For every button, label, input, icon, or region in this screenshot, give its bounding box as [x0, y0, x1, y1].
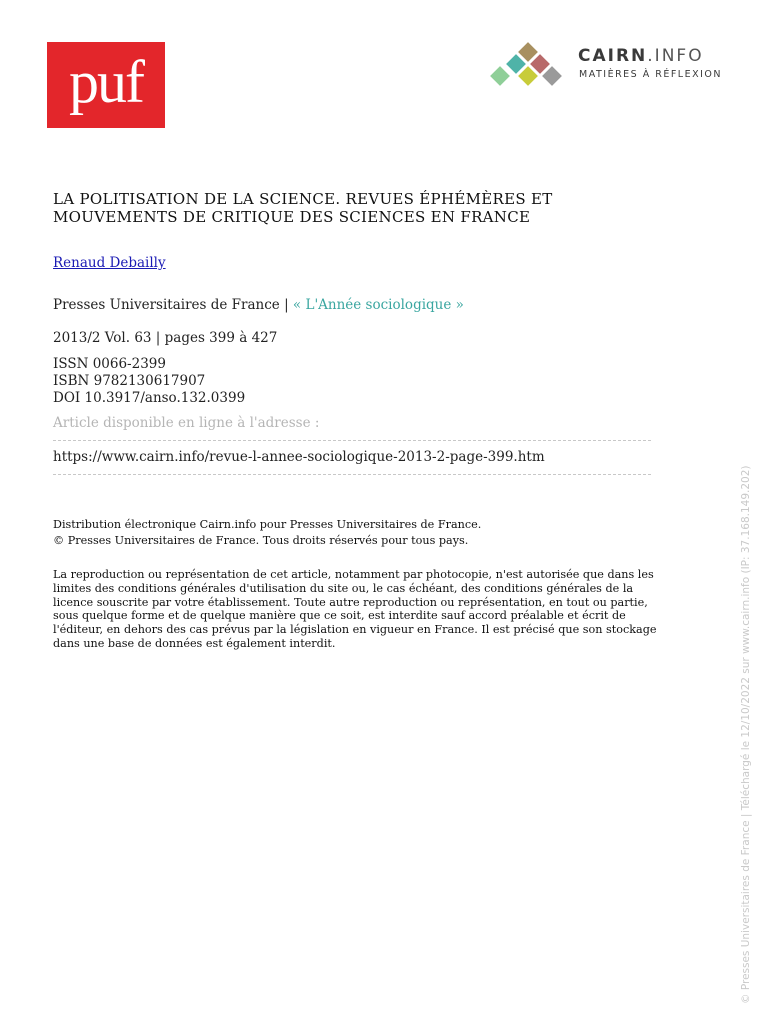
diamond-top [518, 42, 538, 62]
copyright-line: © Presses Universitaires de France. Tous droits réservés pour tous pays. [53, 534, 469, 547]
publisher-name: Presses Universitaires de France | [53, 297, 293, 313]
diamond-teal [506, 54, 526, 74]
journal-link[interactable]: « L'Année sociologique » [292, 297, 464, 313]
availability-label: Article disponible en ligne à l'adresse : [53, 415, 320, 431]
diamond-yellow [518, 66, 538, 86]
cairn-logo [488, 40, 728, 92]
puf-logo [47, 42, 165, 128]
doi: DOI 10.3917/anso.132.0399 [53, 390, 246, 406]
divider-bottom [53, 474, 651, 475]
cairn-diamonds-icon [488, 40, 568, 92]
article-title [53, 190, 653, 226]
legal-line: La reproduction ou représentation de cet article, notamment par photocopie, n'est autorisée que dans les [53, 568, 654, 581]
legal-line: licence souscrite par votre établissement. Toute autre reproduction ou représentation, en tout ou partie, [53, 595, 648, 609]
article-url[interactable]: https://www.cairn.info/revue-l-annee-sociologique-2013-2-page-399.htm [53, 449, 545, 465]
cairn-wordmark [578, 46, 704, 66]
cairn-wordmark-bold: CAIRN [578, 46, 648, 66]
title-line-1: LA POLITISATION DE LA SCIENCE. REVUES ÉPHÉMÈRES ET [53, 190, 553, 208]
legal-line: dans une base de données est également interdit. [53, 636, 336, 650]
publisher-line [53, 297, 464, 313]
cairn-wordmark-suffix: .INFO [647, 46, 704, 66]
author-link[interactable]: Renaud Debailly [53, 255, 166, 271]
legal-notice [53, 568, 723, 651]
diamond-gray [542, 66, 562, 86]
title-line-2: MOUVEMENTS DE CRITIQUE DES SCIENCES EN FRANCE [53, 208, 531, 226]
download-watermark: © Presses Universitaires de France | Téléchargé le 12/10/2022 sur www.cairn.info (IP: 37.168.149.202) [740, 465, 752, 1004]
issue-info: 2013/2 Vol. 63 | pages 399 à 427 [53, 330, 278, 346]
distribution-notice [53, 517, 693, 549]
diamond-green [490, 66, 510, 86]
legal-line: limites des conditions générales d'utilisation du site ou, le cas échéant, des conditions générales de la [53, 581, 634, 595]
divider-top [53, 440, 651, 441]
legal-line: sous quelque forme et de quelque manière que ce soit, est interdite sauf accord préalable et écrit de [53, 609, 626, 623]
diamond-rose [530, 54, 550, 74]
legal-line: l'éditeur, en dehors des cas prévus par la législation en vigueur en France. Il est précisé que son stockage [53, 623, 657, 637]
cairn-tagline: MATIÈRES À RÉFLEXION [579, 69, 722, 80]
issn: ISSN 0066-2399 [53, 356, 166, 372]
isbn: ISBN 9782130617907 [53, 373, 206, 389]
distribution-line: Distribution électronique Cairn.info pour Presses Universitaires de France. [53, 518, 482, 531]
puf-logo-text: puf [69, 49, 143, 115]
